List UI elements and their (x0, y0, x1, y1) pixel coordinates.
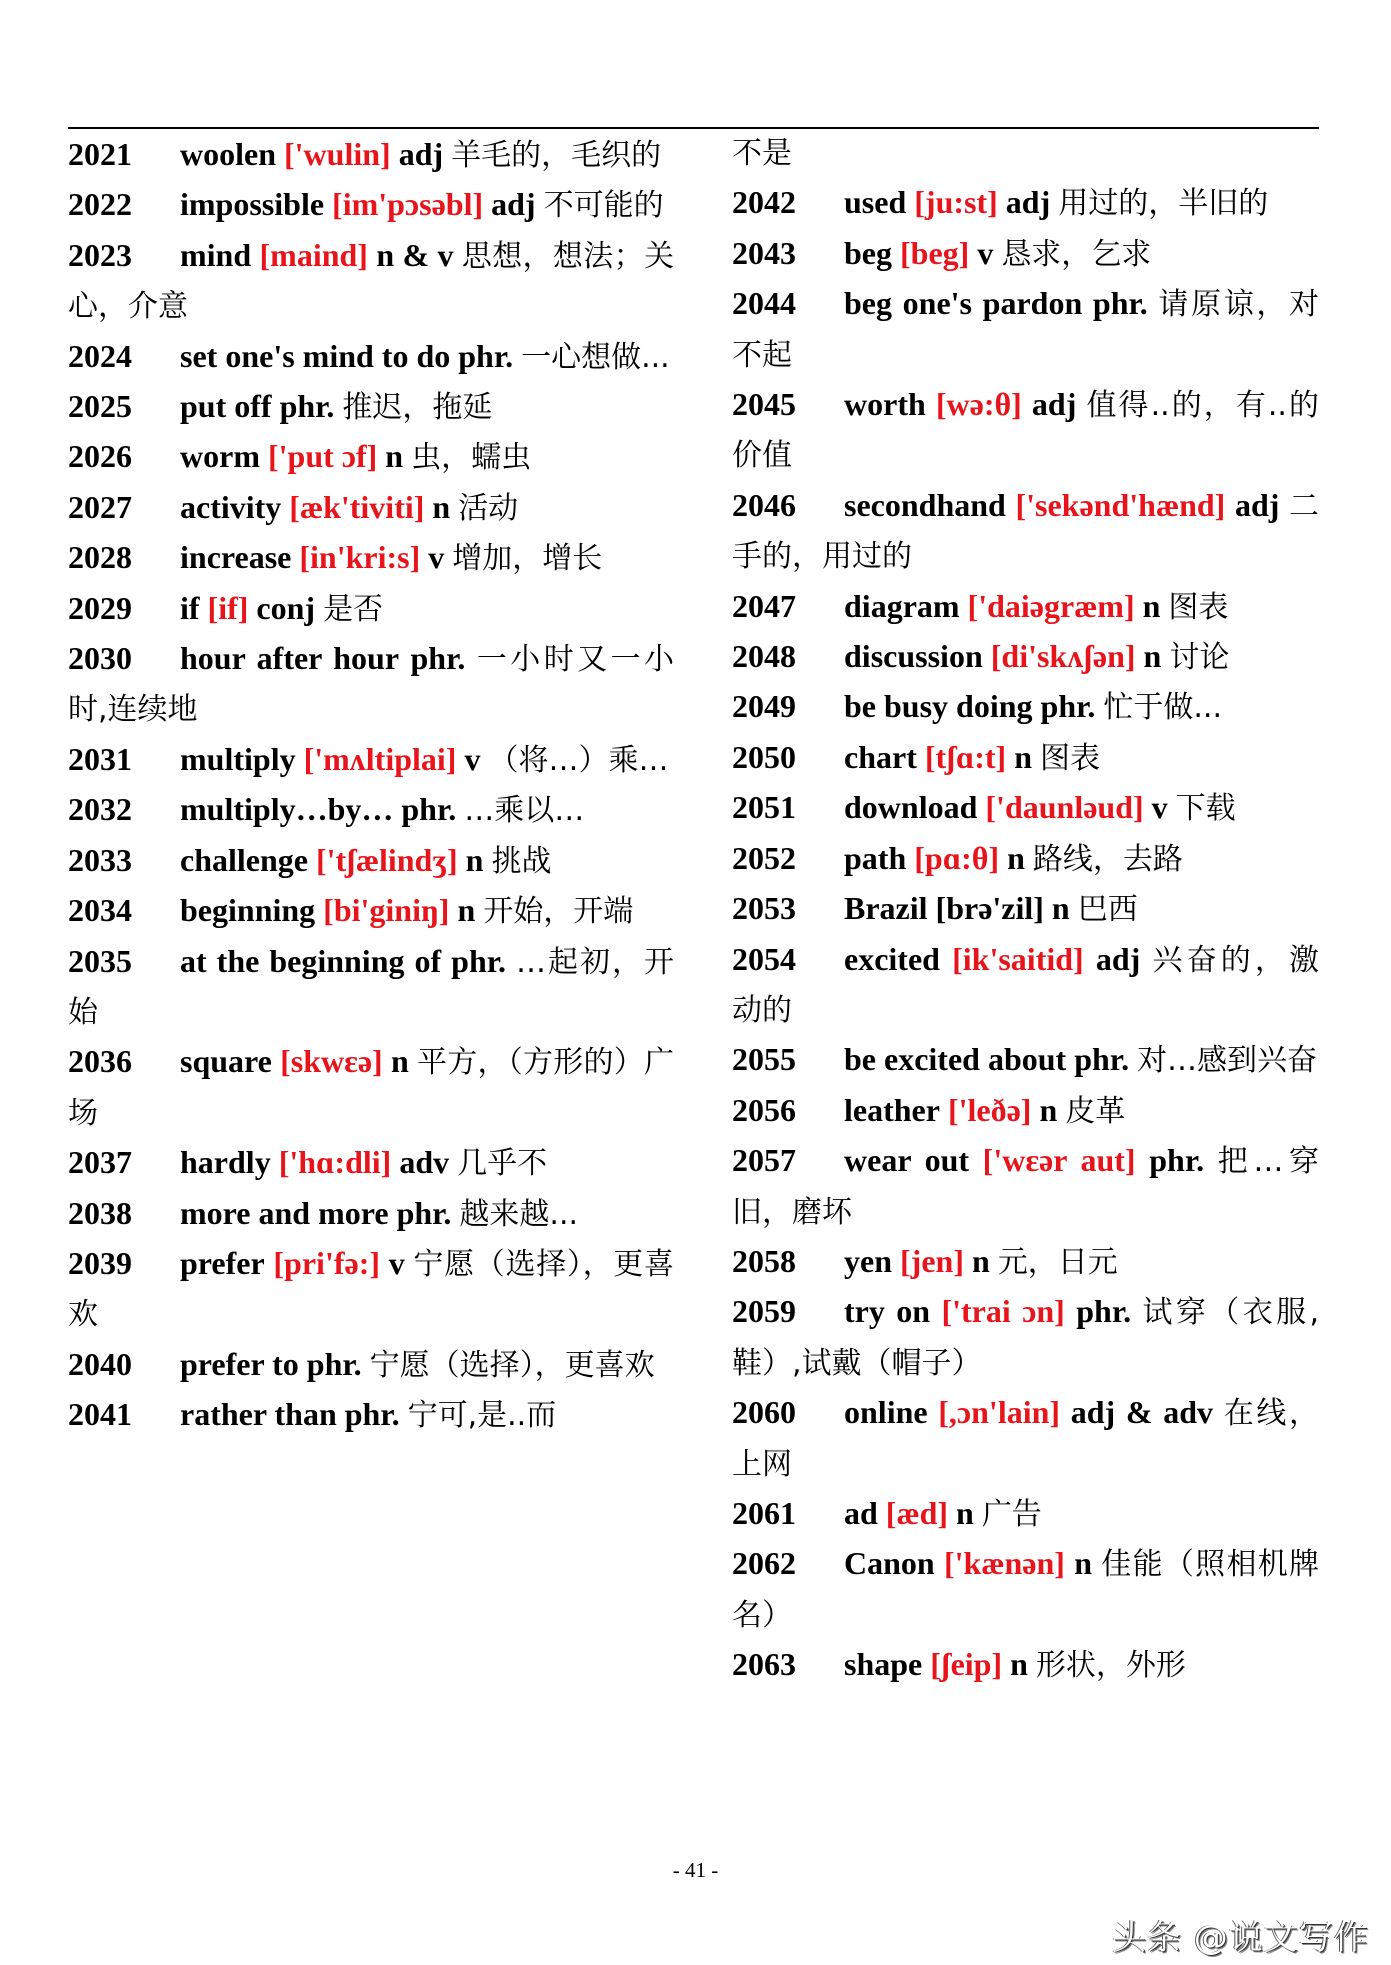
entry-word: worth (844, 386, 926, 423)
entry-meaning: 广告 (981, 1496, 1042, 1532)
entry-meaning: 皮革 (1065, 1093, 1126, 1129)
entry-part-of-speech: phr. (401, 791, 457, 828)
entry-word: online (844, 1394, 928, 1431)
entry-number: 2036 (68, 1043, 132, 1080)
entry-phonetic: [æk'tiviti] (289, 488, 425, 525)
entry-word: rather than (180, 1396, 337, 1433)
left-column (68, 130, 674, 1441)
entry-part-of-speech: v (388, 1244, 405, 1281)
vocab-entry (732, 1489, 1319, 1539)
entry-part-of-speech: phr. (396, 1194, 452, 1231)
entry-meaning: 图表 (1168, 589, 1229, 625)
entry-phonetic: [im'pɔsəbl] (332, 186, 484, 223)
entry-number: 2048 (732, 638, 796, 675)
entry-meaning: …起初，开始 (68, 944, 674, 1030)
vocab-entry (732, 682, 1319, 732)
entry-phonetic: [pri'fə:] (273, 1244, 380, 1281)
vocab-entry (68, 1390, 674, 1440)
entry-number: 2045 (732, 386, 796, 423)
entry-word: wear out (844, 1142, 970, 1179)
entry-number: 2061 (732, 1494, 796, 1531)
entry-meaning: 忙于做... (1103, 690, 1222, 726)
entry-meaning: 值得..的，有..的价值 (732, 388, 1320, 474)
vocab-entry (732, 1539, 1319, 1640)
vocab-entry (68, 1340, 674, 1390)
vocab-entry (732, 481, 1319, 582)
vocab-entry (68, 231, 674, 332)
entry-word: Canon (844, 1545, 935, 1582)
entry-meaning: 请原谅，对不起 (732, 287, 1320, 373)
entry-number: 2022 (68, 186, 132, 223)
entry-part-of-speech: n (971, 1242, 990, 1279)
entry-phonetic: [ik'saitid] (952, 940, 1084, 977)
vocab-entry (68, 382, 674, 432)
vocab-entry (732, 380, 1319, 481)
entry-word: shape (844, 1646, 923, 1683)
entry-word: discussion (844, 638, 983, 675)
entry-number: 2025 (68, 388, 132, 425)
entry-word: chart (844, 738, 917, 775)
entry-meaning: 是否 (323, 591, 384, 627)
vocab-entry (732, 935, 1319, 1036)
vocab-entry (68, 180, 674, 230)
entry-word: square (180, 1043, 272, 1080)
entry-word: hour after hour (180, 640, 400, 677)
entry-phonetic: [if] (207, 589, 249, 626)
entry-number: 2028 (68, 539, 132, 576)
entry-phonetic: ['put ɔf] (267, 438, 378, 475)
vocab-entry (68, 483, 674, 533)
entry-meaning: 挑战 (491, 843, 552, 879)
entry-part-of-speech: phr. (458, 337, 514, 374)
entry-phonetic: ['hɑ:dli] (278, 1144, 392, 1181)
entry-part-of-speech: n (1143, 638, 1162, 675)
entry-part-of-speech: n (385, 438, 404, 475)
entry-phonetic: ['kænən] (944, 1545, 1065, 1582)
entry-number: 2032 (68, 791, 132, 828)
entry-number: 2058 (732, 1242, 796, 1279)
vocab-entry (68, 886, 674, 936)
entry-meaning: 越来越... (459, 1196, 579, 1232)
entry-phonetic: ['tʃælindʒ] (315, 841, 458, 878)
entry-number: 2041 (68, 1396, 132, 1433)
entry-number: 2024 (68, 337, 132, 374)
entry-phonetic: [brə'zil] (935, 890, 1044, 927)
entry-meaning: 形状，外形 (1035, 1648, 1186, 1684)
entry-part-of-speech: phr. (1149, 1142, 1205, 1179)
vocab-entry (68, 1239, 674, 1340)
entry-meaning: 恳求，乞求 (1001, 236, 1152, 272)
entry-part-of-speech: phr. (306, 1345, 362, 1382)
entry-phonetic: ['trai ɔn] (941, 1293, 1065, 1330)
entry-number: 2026 (68, 438, 132, 475)
entry-phonetic: ['daiəgræm] (967, 587, 1135, 624)
entry-number: 2047 (732, 587, 796, 624)
entry-meaning: 把…穿旧，磨坏 (732, 1144, 1319, 1230)
entry-part-of-speech: conj (256, 589, 316, 626)
vocab-entry (68, 432, 674, 482)
entry-number: 2027 (68, 488, 132, 525)
entry-meaning: 推迟，拖延 (342, 390, 493, 426)
entry-part-of-speech: n (432, 488, 451, 525)
entry-number: 2046 (732, 486, 796, 523)
entry-part-of-speech: n (1074, 1545, 1092, 1582)
entry-meaning: 用过的，半旧的 (1058, 186, 1269, 222)
entry-word: more and more (180, 1194, 389, 1231)
entry-number: 2051 (732, 789, 796, 826)
entry-meaning: 宁愿（选择），更喜欢 (369, 1347, 655, 1383)
entry-phonetic: [beg] (900, 234, 970, 271)
entry-part-of-speech: phr. (1092, 285, 1148, 322)
entry-number: 2023 (68, 236, 132, 273)
entry-word: download (844, 789, 978, 826)
entry-part-of-speech: phr. (279, 388, 335, 425)
vocab-entry (732, 884, 1319, 934)
entry-part-of-speech: phr. (1074, 1041, 1130, 1078)
entry-meaning: 增加，增长 (452, 541, 603, 577)
entry-meaning: 宁愿（选择），更喜欢 (68, 1246, 675, 1333)
entry-word: put off (180, 388, 272, 425)
entry-word: multiply…by… (180, 791, 394, 828)
entry-word: multiply (180, 740, 296, 777)
entry-meaning: 虫，蠕虫 (411, 440, 532, 476)
entry-number: 2050 (732, 738, 796, 775)
entry-part-of-speech: adj (1095, 940, 1141, 977)
entry-number: 2057 (732, 1142, 796, 1179)
entry-meaning: 几乎不 (457, 1146, 548, 1182)
entry-part-of-speech: n (1014, 738, 1032, 775)
entry-phonetic: [maind] (259, 236, 368, 273)
entry-part-of-speech: n (465, 841, 484, 878)
entry-meaning: 宁可,是..而 (407, 1398, 557, 1434)
entry-word: excited (844, 940, 940, 977)
entry-number: 2053 (732, 890, 796, 927)
entry-phonetic: [ju:st] (914, 184, 998, 221)
entry-number: 2056 (732, 1091, 796, 1128)
entry-phonetic: ['mʌltiplai] (303, 740, 457, 777)
entry-number: 2033 (68, 841, 132, 878)
vocab-entry (732, 279, 1319, 380)
entry-phonetic: [di'skʌʃən] (990, 638, 1136, 675)
entry-word: be busy doing (844, 688, 1033, 725)
entry-word: set one's mind to do (180, 337, 451, 374)
entry-meaning: 兴奋的，激动的 (732, 942, 1320, 1028)
entry-word: hardly (180, 1144, 271, 1181)
entry-word: ad (844, 1494, 878, 1531)
entry-phonetic: [æd] (885, 1494, 949, 1531)
entry-part-of-speech: phr. (451, 942, 506, 979)
entry-meaning: 开始，开端 (483, 894, 634, 930)
vocab-entry (732, 1136, 1319, 1237)
entry-part-of-speech: phr. (1076, 1293, 1132, 1330)
entry-meaning: 对…感到兴奋 (1137, 1043, 1318, 1079)
entry-word: mind (180, 236, 252, 273)
entry-number: 2049 (732, 688, 796, 725)
entry-meaning: 一小时又一小时,连续地 (68, 642, 675, 728)
entry-word: if (180, 589, 200, 626)
entry-word: Brazil (844, 890, 928, 927)
entry-word: beg (844, 234, 892, 271)
entry-number: 2055 (732, 1041, 796, 1078)
entry-phonetic: [ʃeip] (930, 1646, 1003, 1683)
vocab-entry (732, 1237, 1319, 1287)
entry-phonetic: [in'kri:s] (299, 539, 421, 576)
entry-number: 2043 (732, 234, 796, 271)
entry-phonetic: [,ɔn'lain] (938, 1394, 1061, 1431)
entry-meaning: 平方，（方形的）广场 (68, 1045, 675, 1131)
vocab-entry (68, 785, 674, 835)
entry-word: woolen (180, 136, 276, 172)
entry-part-of-speech: adv (399, 1144, 450, 1181)
entry-part-of-speech: n (390, 1043, 409, 1080)
entry-meaning: 不可能的 (543, 188, 664, 224)
entry-number: 2035 (68, 942, 132, 979)
entry-word: diagram (844, 587, 960, 624)
entry-word: at the beginning of (180, 942, 442, 979)
entry-meaning: （将…）乘… (488, 742, 669, 778)
entry-meaning: 一心想做... (521, 339, 670, 375)
entry-phonetic: [bi'giniŋ] (323, 892, 450, 929)
entry-phonetic: ['wulin] (284, 136, 391, 172)
entry-number: 2021 (68, 136, 132, 172)
entry-part-of-speech: n (457, 892, 476, 929)
entry-part-of-speech: adj (491, 186, 536, 223)
entry-word: try on (844, 1293, 931, 1330)
entry-part-of-speech: n (1051, 890, 1070, 927)
entry-word: challenge (180, 841, 308, 878)
entry-part-of-speech: n (1142, 587, 1161, 624)
entry-phonetic: [jen] (900, 1242, 964, 1279)
vocab-entry (68, 735, 674, 785)
entry-part-of-speech: adj (1234, 486, 1280, 523)
entry-number: 2054 (732, 940, 796, 977)
entry-word: worm (180, 438, 260, 475)
entry-phonetic: [pɑ:θ] (914, 839, 1000, 876)
entry-number: 2044 (732, 285, 796, 322)
entry-part-of-speech: n (956, 1494, 974, 1531)
entry-meaning: 佳能（照相机牌名） (732, 1547, 1320, 1633)
entry-number: 2063 (732, 1646, 796, 1683)
entry-part-of-speech: n (1010, 1646, 1028, 1683)
vocab-entry (68, 584, 674, 634)
vocab-entry (732, 783, 1319, 833)
entry-part-of-speech: adj & adv (1070, 1394, 1213, 1431)
entry-meaning: 羊毛的，毛织的 (451, 138, 662, 173)
entry-word: impossible (180, 186, 325, 223)
vocab-entry (68, 130, 674, 180)
entry-word: activity (180, 488, 282, 525)
entry-part-of-speech: adj (1031, 386, 1077, 423)
entry-number: 2038 (68, 1194, 132, 1231)
entry-word: leather (844, 1091, 940, 1128)
page-number: - 41 - (672, 1858, 719, 1882)
entry-number: 2031 (68, 740, 132, 777)
entry-number: 2062 (732, 1545, 796, 1582)
entry-part-of-speech: phr. (1040, 688, 1096, 725)
entry-meaning: 思想，想法；关心，介意 (68, 238, 674, 325)
entry-meaning: 路线，去路 (1032, 841, 1183, 877)
entry-word: secondhand (844, 486, 1006, 523)
vocab-entry (732, 1035, 1319, 1085)
entry-word: prefer to (180, 1345, 299, 1382)
entry-part-of-speech: n (1039, 1091, 1058, 1128)
vocab-entry (732, 178, 1319, 228)
continuation-text: 不是 (732, 136, 792, 171)
entry-number: 2037 (68, 1144, 132, 1181)
entry-word: beginning (180, 892, 316, 929)
entry-meaning: 下载 (1175, 791, 1236, 827)
entry-part-of-speech: v (977, 234, 994, 271)
vocab-entry (68, 1138, 674, 1188)
vocab-entry (732, 733, 1319, 783)
vocab-entry (68, 836, 674, 886)
vocab-entry (68, 332, 674, 382)
vocab-entry (732, 1287, 1319, 1388)
entry-number: 2034 (68, 892, 132, 929)
entry-meaning: 元，日元 (997, 1244, 1118, 1280)
entry-part-of-speech: phr. (410, 640, 466, 677)
entry-meaning: 试穿（衣服,鞋）,试戴（帽子） (732, 1295, 1320, 1381)
entry-word: used (844, 184, 907, 221)
entry-number: 2042 (732, 184, 796, 221)
vocab-entry (68, 1189, 674, 1239)
vocab-entry (732, 229, 1319, 279)
entry-word: increase (180, 539, 292, 576)
entry-part-of-speech: n & v (376, 236, 454, 273)
entry-word: yen (844, 1242, 892, 1279)
entry-part-of-speech: v (428, 539, 445, 576)
entry-number: 2040 (68, 1345, 132, 1382)
entry-meaning: …乘以… (464, 793, 585, 829)
vocab-entry (732, 1640, 1319, 1690)
vocab-entry (732, 834, 1319, 884)
entry-meaning: 活动 (458, 490, 519, 526)
entry-number: 2060 (732, 1394, 796, 1431)
entry-part-of-speech: adj (1005, 184, 1051, 221)
entry-part-of-speech: n (1007, 839, 1025, 876)
entry-phonetic: [tʃɑ:t] (924, 738, 1007, 775)
right-column (732, 130, 1319, 1691)
vocab-entry (732, 632, 1319, 682)
entry-phonetic: ['leðə] (947, 1091, 1032, 1128)
entry-number: 2039 (68, 1244, 132, 1281)
entry-number: 2059 (732, 1293, 796, 1330)
vocab-entry (68, 937, 674, 1038)
entry-phonetic: ['daunləud] (985, 789, 1144, 826)
entry-part-of-speech: phr. (344, 1396, 400, 1433)
entry-part-of-speech: v (464, 740, 481, 777)
entry-meaning: 图表 (1040, 740, 1100, 776)
entry-phonetic: ['wɛər aut] (982, 1142, 1136, 1179)
entry-number: 2052 (732, 839, 796, 876)
entry-part-of-speech: v (1151, 789, 1168, 826)
entry-phonetic: [wə:θ] (935, 386, 1022, 423)
watermark: 头条 @说文写作 (1112, 1918, 1369, 1958)
entry-phonetic: ['sekənd'hænd] (1015, 486, 1226, 523)
entry-word: be excited about (844, 1041, 1067, 1078)
entry-meaning: 二手的，用过的 (732, 488, 1320, 575)
entry-word: beg one's pardon (844, 285, 1083, 322)
vocab-entry (68, 533, 674, 583)
vocab-entry (732, 1086, 1319, 1136)
vocab-entry (732, 1388, 1319, 1489)
entry-number: 2029 (68, 589, 132, 626)
entry-phonetic: [skwɛə] (280, 1043, 383, 1080)
entry-meaning: 讨论 (1169, 640, 1230, 676)
entry-meaning: 巴西 (1077, 892, 1138, 928)
entry-number: 2030 (68, 640, 132, 677)
header-rule (68, 127, 1319, 129)
vocab-entry (68, 1037, 674, 1138)
entry-meaning: 在线，上网 (732, 1396, 1320, 1482)
entry-word: prefer (180, 1244, 265, 1281)
vocab-entry (68, 634, 674, 735)
vocab-entry (732, 582, 1319, 632)
entry-word: path (844, 839, 907, 876)
entry-part-of-speech: adj (398, 136, 444, 172)
